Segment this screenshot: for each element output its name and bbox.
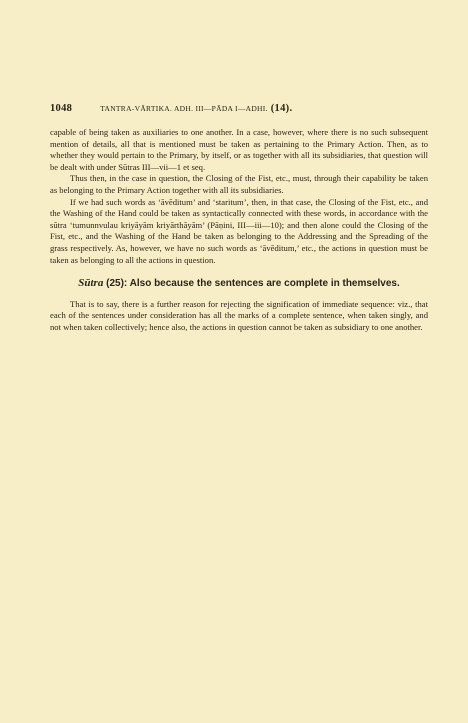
sutra-text: (25): Also because the sentences are complete in themselves. bbox=[106, 278, 400, 290]
paragraph-1: capable of being taken as auxiliaries to one another. In a case, however, where there is no such subsequent mention of details, all that is mentioned must be taken as pertaining to the Primary Action. Then, as to whether they would pertain to the Primary, by itself, or as together with all its subsidiaries, that question will be dealt with under Sūtras III—vii—1 et seq. bbox=[50, 127, 428, 172]
book-page bbox=[50, 103, 428, 333]
paragraph-3: If we had such words as ‘āvēditum’ and ‘staritum’, then, in that case, the Closing of the Fist, etc., and the Washing of the Hand could be taken as syntactically connected with these words, in accordance with the sūtra ‘tumunnvulau kriyāyām kriyārthāyām’ (Pāṇini, III—iii—10); and then alone could the Closing of the Fist, etc., and the Washing of the Hand be taken as belonging to the Addressing and the Spreading of the grass respectively. As, however, we have no such words as ‘āvēditum,’ etc., the actions in question must be taken as belonging to all the actions in question. bbox=[50, 196, 428, 265]
page-number: 1048 bbox=[50, 103, 73, 114]
running-head bbox=[50, 103, 428, 119]
paragraph-2: Thus then, in the case in question, the Closing of the Fist, etc., must, through their capability be taken as belonging to the Primary Action together with all its subsidiaries. bbox=[50, 173, 428, 195]
paragraph-4: That is to say, there is a further reason for rejecting the signification of immediate sequence: viz., that each of the sentences under consideration has all the marks of a complete sentence, when taken singly, and not when taken collectively; hence also, the actions in question cannot be taken as subsidiary to one another. bbox=[50, 298, 428, 332]
adhikarana-number: (14). bbox=[270, 103, 293, 114]
sutra-heading bbox=[50, 277, 428, 291]
sutra-word: Sūtra bbox=[78, 277, 104, 290]
running-head-title: TANTRA-VĀRTIKA. ADH. III—PĀDA I—ADHI. bbox=[100, 104, 268, 113]
